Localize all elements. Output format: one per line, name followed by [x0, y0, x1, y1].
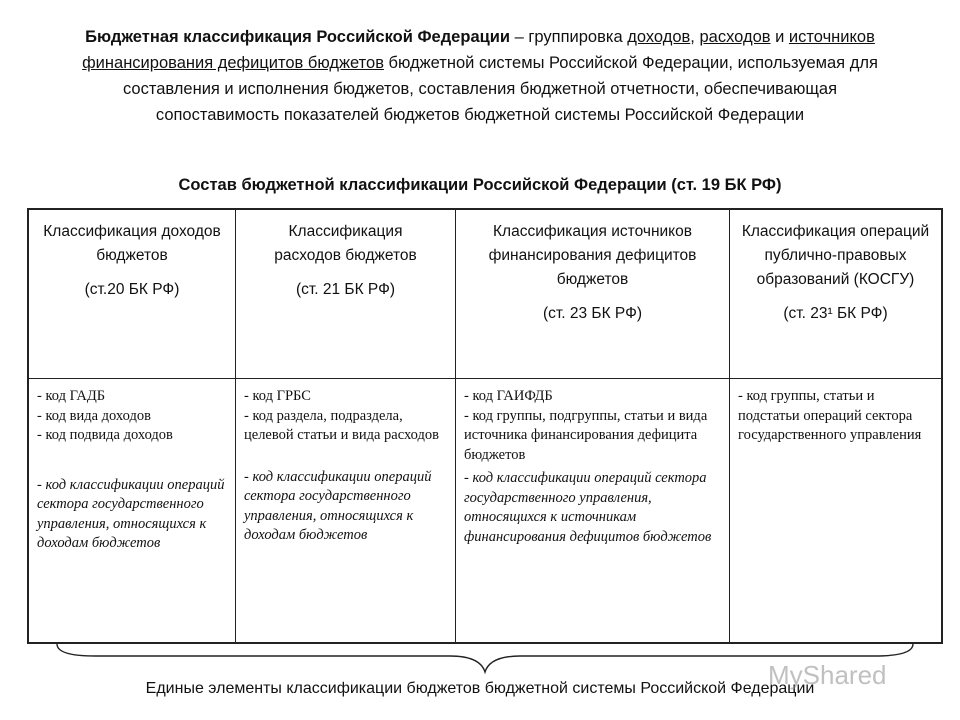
header-sources-ref: (ст. 23 БК РФ): [542, 305, 643, 322]
intro-and: и: [770, 28, 789, 46]
header-sources-title: Классификация источников финансирования дефицитов бюджетов: [488, 223, 697, 288]
intro-rest: бюджетной системы Российской Федерации, используемая для составления и исполнения бюджетов, составления бюджетной отчетности, обеспечивающая сопоставимость показателей бюджетов бюджетной системы Российской Федерации: [122, 54, 878, 124]
kosgu-note-prefix: -: [37, 476, 46, 493]
code-item: - код вида доходов: [37, 407, 151, 424]
code-item: - код подвида доходов: [37, 427, 173, 443]
classification-table: [27, 208, 943, 644]
section-subtitle: Состав бюджетной классификации Российской Федерации (ст. 19 БК РФ): [178, 176, 782, 194]
kosgu-note-text: код классификации операций сектора государственного управления, относящихся к доходам бюджетов: [244, 468, 432, 543]
kosgu-note: [37, 476, 227, 554]
code-item: - код ГРБС: [244, 388, 311, 404]
intro-comma: ,: [690, 28, 700, 46]
body-income: [29, 379, 235, 642]
code-item: - код раздела, подраздела, целевой статьи и вида расходов: [244, 407, 439, 443]
kosgu-note: [464, 469, 721, 547]
code-item: - код группы, подгруппы, статьи и вида источника финансирования дефицита бюджетов: [464, 407, 708, 463]
kosgu-note-prefix: -: [244, 468, 253, 485]
intro-paragraph: [60, 24, 900, 128]
header-income-title: Классификация доходов бюджетов: [43, 223, 221, 264]
watermark: [768, 660, 887, 691]
header-kosgu-ref: (ст. 23¹ БК РФ): [783, 305, 888, 322]
header-income: [29, 210, 235, 378]
header-expenses-ref: (ст. 21 БК РФ): [295, 281, 396, 298]
body-sources: [456, 379, 729, 642]
intro-term: Бюджетная классификация Российской Федерации: [85, 28, 511, 46]
body-kosgu: [730, 379, 941, 642]
body-expenses: [236, 379, 455, 642]
kosgu-note: [244, 468, 447, 546]
link-expenses[interactable]: расходов: [699, 28, 771, 46]
watermark-text: MyShared: [768, 660, 887, 690]
header-expenses: [236, 210, 455, 378]
header-income-ref: (ст.20 БК РФ): [84, 281, 180, 298]
kosgu-note-prefix: -: [464, 470, 473, 486]
code-item: - код группы, статьи и подстатьи операций сектора государственного управления: [738, 388, 922, 443]
header-kosgu: [730, 210, 941, 378]
header-kosgu-title: Классификация операций публично-правовых образований (КОСГУ): [741, 223, 930, 288]
kosgu-note-text: код классификации операций сектора государственного управления, относящихся к источникам финансирования дефицитов бюджетов: [464, 470, 712, 545]
footer-caption: Единые элементы классификации бюджетов бюджетной системы Российской Федерации: [145, 680, 815, 697]
kosgu-note-text: код классификации операций сектора государственного управления, относящихся к доходам бюджетов: [37, 476, 225, 551]
code-item: - код ГАИФДБ: [464, 388, 553, 404]
intro-dash: – группировка: [510, 28, 628, 46]
header-expenses-title: Классификация расходов бюджетов: [274, 223, 417, 264]
header-sources: [456, 210, 729, 378]
link-income[interactable]: доходов: [627, 28, 691, 46]
code-item: - код ГАДБ: [37, 388, 106, 404]
link-sources[interactable]: источников финансирования дефицитов бюджетов: [82, 28, 875, 72]
